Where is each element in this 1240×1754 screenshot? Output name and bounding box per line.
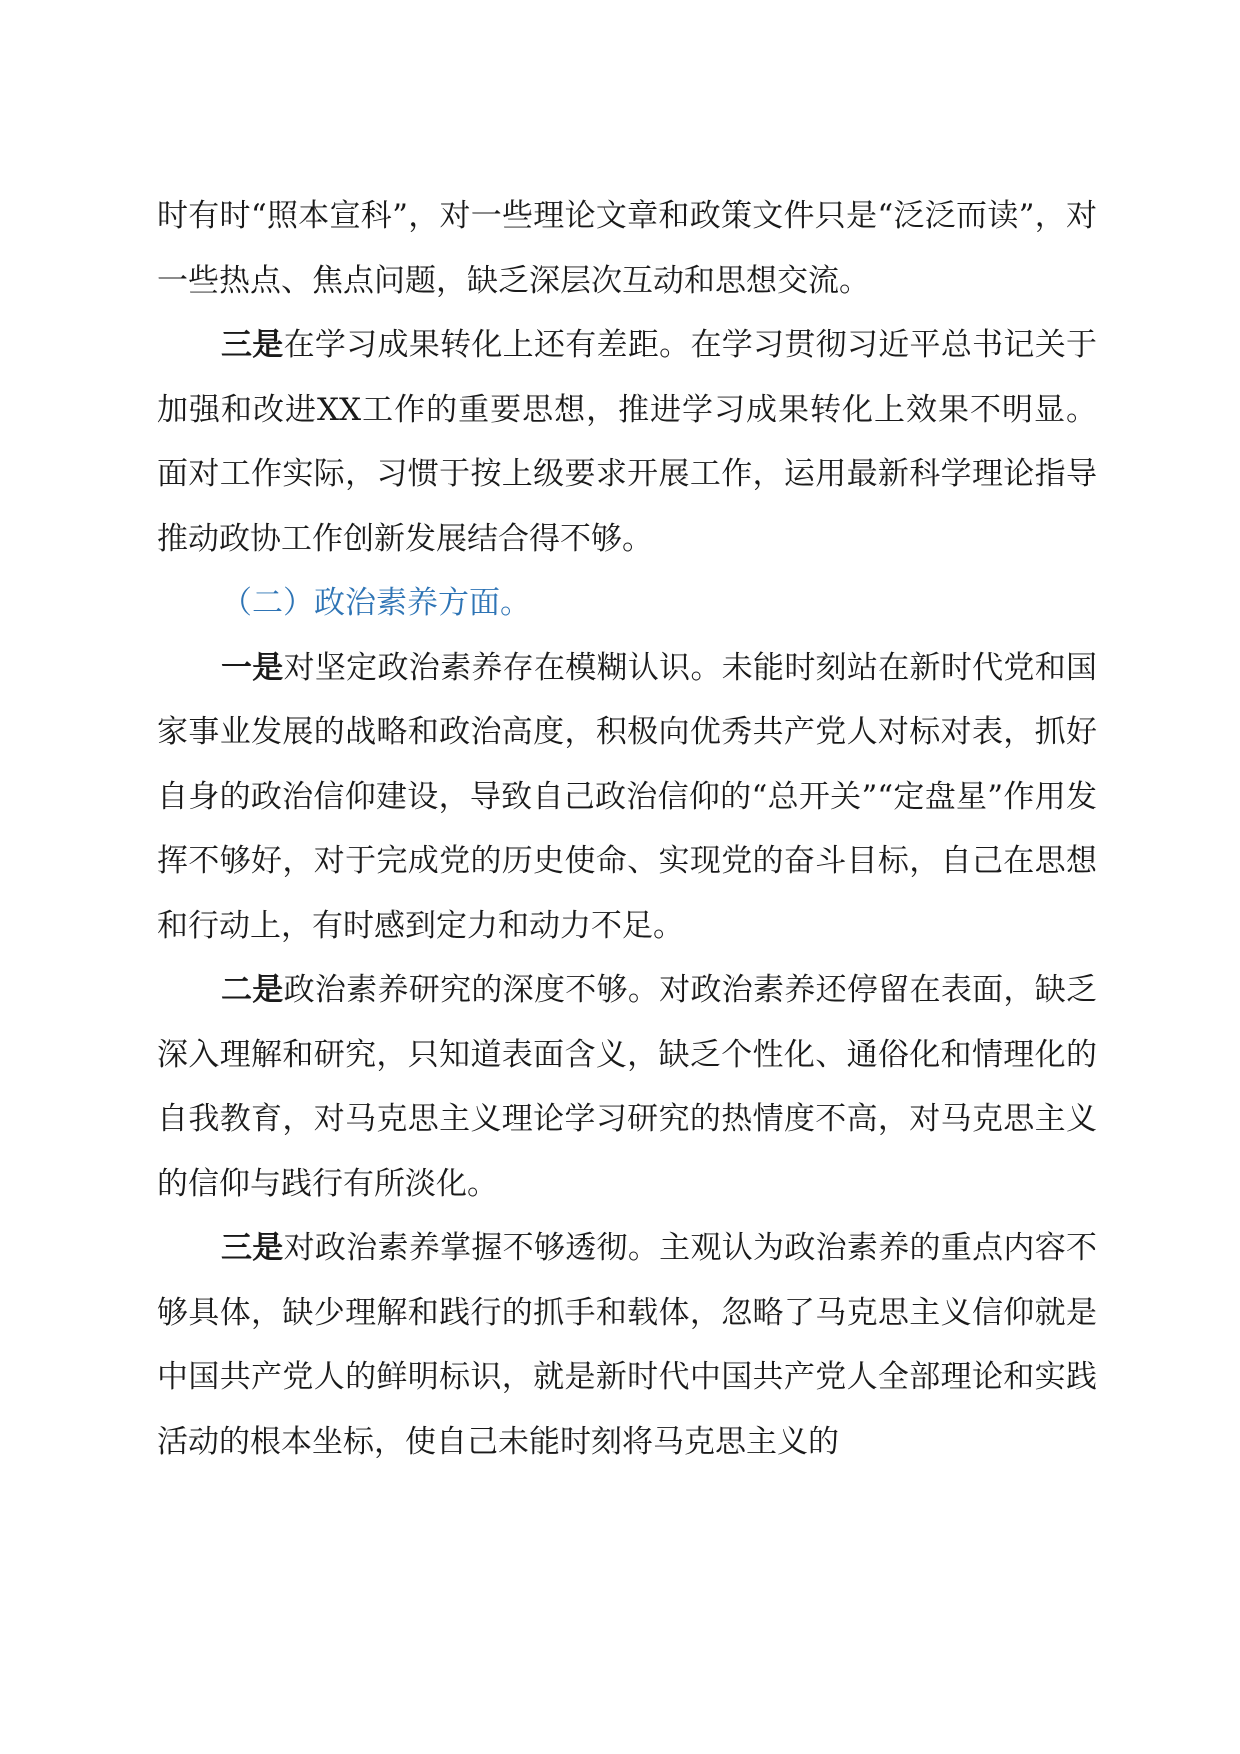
section-heading: （二）政治素养方面。 (221, 585, 531, 621)
paragraph-point-one (157, 636, 1097, 959)
document-body (157, 184, 1097, 1474)
point-text: 对坚定政治素养存在模糊认识。未能时刻站在新时代党和国家事业发展的战略和政治高度，积极向优秀共产党人对标对表，抓好自身的政治信仰建设，导致自己政治信仰的“总开关”“定盘星”作用发挥不够好，对于完成党的历史使命、实现党的奋斗目标，自己在思想和行动上，有时感到定力和动力不足。 (157, 649, 1097, 944)
point-text: 在学习成果转化上还有差距。在学习贯彻习近平总书记关于加强和改进XX工作的重要思想，推进学习成果转化上效果不明显。面对工作实际，习惯于按上级要求开展工作，运用最新科学理论指导推动政协工作创新发展结合得不够。 (157, 327, 1097, 557)
paragraph-point-three-study (157, 313, 1097, 571)
point-text: 对政治素养掌握不够透彻。主观认为政治素养的重点内容不够具体，缺少理解和践行的抓手和载体，忽略了马克思主义信仰就是中国共产党人的鲜明标识，就是新时代中国共产党人全部理论和实践活动的根本坐标，使自己未能时刻将马克思主义的 (157, 1230, 1097, 1460)
point-lead: 二是 (221, 972, 284, 1008)
paragraph-continuation: 时有时“照本宣科”，对一些理论文章和政策文件只是“泛泛而读”，对一些热点、焦点问题，缺乏深层次互动和思想交流。 (157, 198, 1097, 299)
paragraph-point-three (157, 1216, 1097, 1474)
paragraph-point-two (157, 958, 1097, 1216)
point-lead: 三是 (221, 327, 284, 363)
point-lead: 三是 (221, 1230, 284, 1266)
point-lead: 一是 (221, 649, 284, 686)
point-text: 政治素养研究的深度不够。对政治素养还停留在表面，缺乏深入理解和研究，只知道表面含义，缺乏个性化、通俗化和情理化的自我教育，对马克思主义理论学习研究的热情度不高，对马克思主义的信仰与践行有所淡化。 (157, 972, 1097, 1202)
